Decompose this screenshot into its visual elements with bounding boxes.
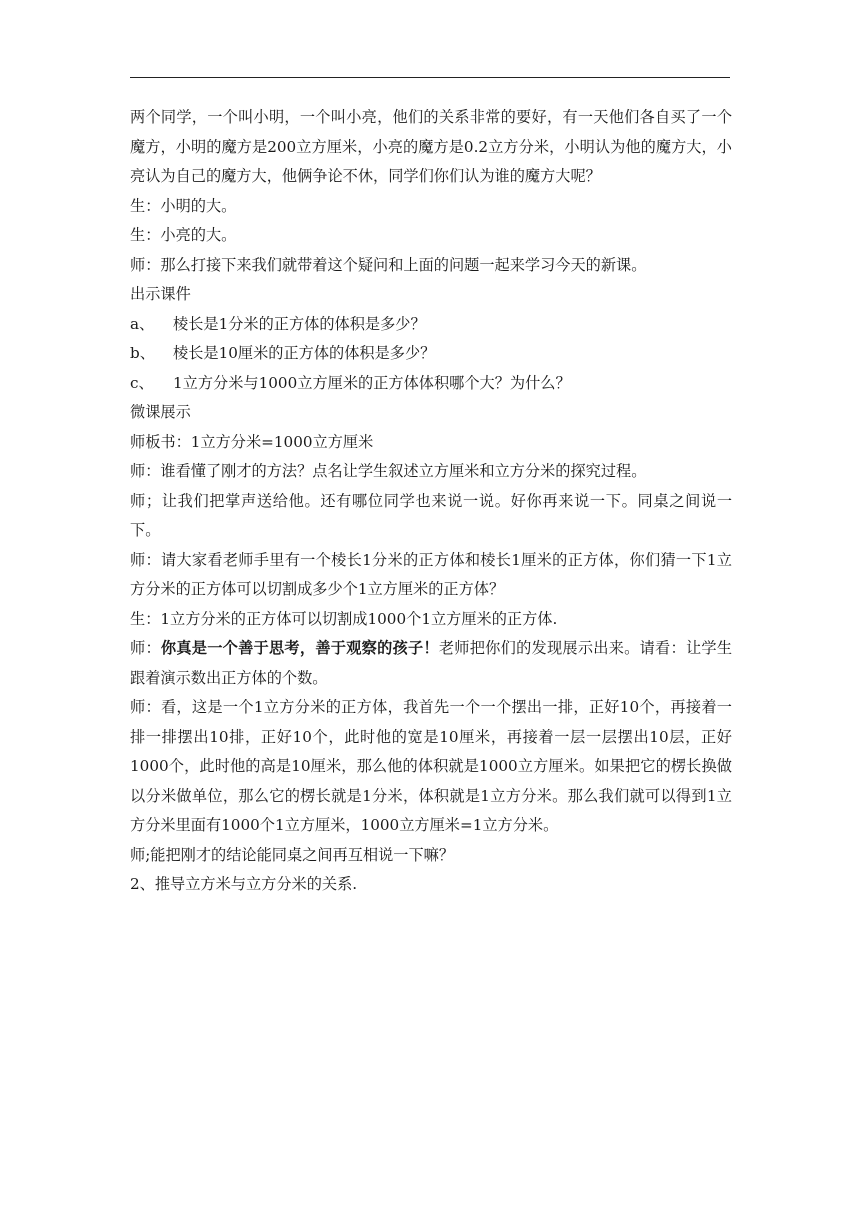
question-text: 1立方分米与1000立方厘米的正方体体积哪个大？为什么？: [173, 373, 571, 392]
teacher-pair-discussion: 师;能把刚才的结论能同桌之间再互相说一下嘛？: [130, 845, 455, 864]
teacher-demonstration: 师：看，这是一个1立方分米的正方体，我首先一个一个摆出一排，正好10个，再接着一排一排摆出10排，正好10个，此时他的宽是10厘米，再接着一层一层摆出10层，正好1000个，此时他的高是10厘米，那么他的体积就是1000立方厘米。如果把它的楞长换做以分米做单位，那么它的楞长就是1分米，体积就是1立方分米。那么我们就可以得到1立方分米里面有1000个1立方厘米，1000立方厘米=1立方分米。: [130, 698, 732, 834]
list-marker: b、: [130, 344, 155, 362]
teacher-question: 师：谁看懂了刚才的方法？点名让学生叙述立方厘米和立方分米的探究过程。: [130, 462, 647, 480]
teacher-cube-question: 师：请大家看老师手里有一个棱长1分米的正方体和棱长1厘米的正方体，你们猜一下1立方分米的正方体可以切割成多少个1立方厘米的正方体？: [130, 550, 732, 598]
list-marker: c、: [130, 373, 154, 392]
teacher-applause: 师；让我们把掌声送给他。还有哪位同学也来说一说。好你再来说一下。同桌之间说一下。: [130, 491, 732, 539]
show-courseware: 出示课件: [130, 285, 191, 303]
micro-lesson: 微课展示: [130, 403, 191, 421]
question-text: 棱长是1分米的正方体的体积是多少？: [173, 314, 426, 333]
student-answer-2: 生：小亮的大。: [130, 226, 237, 244]
question-a: [130, 310, 732, 340]
document-body: [130, 103, 732, 900]
student-answer-1: 生：小明的大。: [130, 196, 237, 215]
praise-bold: 你真是一个善于思考，善于观察的孩子！: [160, 639, 439, 657]
teacher-praise: [130, 634, 732, 693]
board-writing: 师板书：1立方分米=1000立方厘米: [130, 432, 374, 451]
list-marker: a、: [130, 314, 155, 333]
speaker-label: 师：: [130, 639, 161, 657]
section-heading-2: 2、推导立方米与立方分米的关系.: [130, 875, 358, 893]
story-paragraph: 两个同学，一个叫小明，一个叫小亮，他们的关系非常的要好，有一天他们各自买了一个魔方，小明的魔方是200立方厘米，小亮的魔方是0.2立方分米，小明认为他的魔方大，小亮认为自己的魔方大，他俩争论不休，同学们你们认为谁的魔方大呢？: [130, 108, 732, 185]
question-c: [130, 369, 732, 399]
header-rule: [130, 77, 730, 78]
question-text: 棱长是10厘米的正方体的体积是多少？: [173, 344, 436, 362]
praise-rest: 老师把你们的发现展示出来。请看：让学生跟着演示数出正方体的个数。: [130, 639, 733, 687]
teacher-transition: 师：那么打接下来我们就带着这个疑问和上面的问题一起来学习今天的新课。: [130, 255, 647, 274]
question-b: [130, 339, 732, 369]
student-cube-answer: 生：1立方分米的正方体可以切割成1000个1立方厘米的正方体.: [130, 609, 558, 628]
